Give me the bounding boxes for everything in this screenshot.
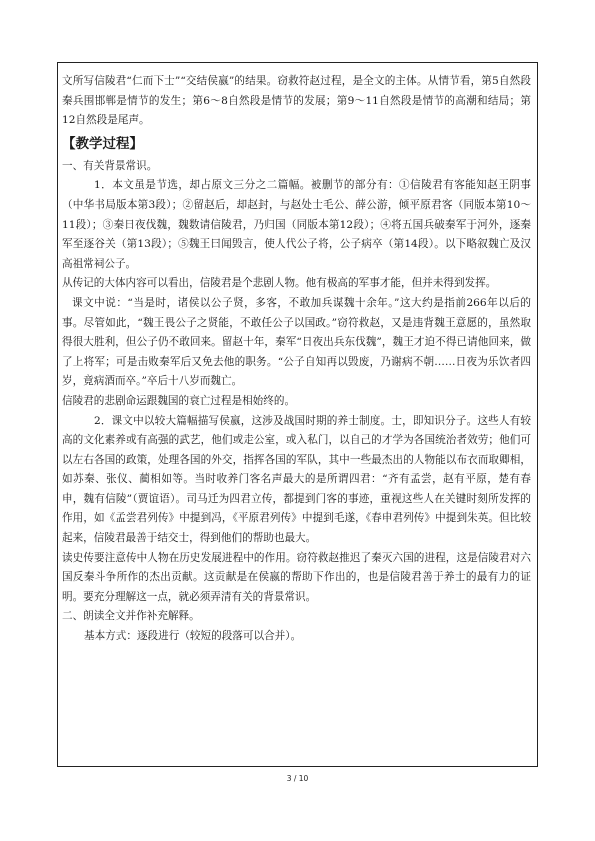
paragraph-basic-method: 基本方式：逐段进行（较短的段落可以合并）。 xyxy=(84,630,302,643)
subheading-background: 一、有关背景常识。 xyxy=(62,159,158,172)
paragraph-point-1: 1．本文虽是节选，却占原文三分之二篇幅。被删节的部分有：①信陵君有客能知赵王阴事（中华书局版本第3段）；②留赵后，却赵封，与赵处士毛公、薛公游，倾平原君客（同版本第10～11段）；③秦日夜伐魏，魏数请信陵君，乃归国（同版本第12段）；④将五国兵破秦军于河外，逐秦军至逐谷关（第13段）；⑤魏王曰闻毁言，使人代公子将，公子病卒（第14段）。以下略叙魏亡及汉高祖常祠公子。 xyxy=(62,179,531,270)
content-frame xyxy=(57,62,538,767)
paragraph-reading-history: 读史传要注意传中人物在历史发展进程中的作用。窃符救赵推迟了秦灭六国的进程，这是信陵君对六国反秦斗争所作的杰出贡献。这贡献是在侯嬴的帮助下作出的，也是信陵君善于养士的最有力的证明。要充分理解这一点，就必须弄清有关的背景常识。 xyxy=(62,551,531,603)
paragraph-point-2: 2．课文中以较大篇幅描写侯嬴，这涉及战国时期的养士制度。士，即知识分子。这些人有较高的文化素养或有高强的武艺，他们或走公室，或入私门，以自己的才学为各国统治者效劳；他们可以左右各国的政策，处理各国的外交，指挥各国的军队，其中一些最杰出的人物能以布衣而取卿相，如苏秦、张仪、蔺相如等。当时收养门客名声最大的是所谓四君：“齐有孟尝，赵有平原，楚有春申，魏有信陵”（贾谊语）。司马迁为四君立传，都提到门客的事迹，重视这些人在关键时刻所发挥的作用，如《孟尝君列传》中提到冯，《平原君列传》中提到毛遂，《春申君列传》中提到朱英。但比较起来，信陵君最善于结交士，得到他们的帮助也最大。 xyxy=(62,414,531,545)
page-number: 3 / 10 xyxy=(286,774,309,783)
paragraph-tragic-hero: 从传记的大体内容可以看出，信陵君是个悲剧人物。他有极高的军事才能，但并未得到发挥。 xyxy=(62,277,497,290)
paragraph-plot-summary: 文所写信陵君“仁而下士”“交结侯嬴”的结果。窃救符赵过程，是全文的主体。从情节看，第5自然段秦兵围邯郸是情节的发生；第6～8自然段是情节的发展；第9～11自然段是情节的高潮和结局；第12自然段是尾声。 xyxy=(62,75,531,127)
section-heading-teaching-process: 【教学过程】 xyxy=(62,135,143,152)
document-body xyxy=(62,72,531,647)
paragraph-fate: 信陵君的悲剧命运跟魏国的衰亡过程是相始终的。 xyxy=(62,394,296,407)
subheading-reading: 二、朗读全文并作补充解释。 xyxy=(62,610,200,623)
paragraph-text-quote: 课文中说：“当是时，诸侯以公子贤，多客，不敢加兵谋魏十余年。”这大约是指前266年以后的事。尽管如此，“魏王畏公子之贤能，不敢任公子以国政。”窃符救赵，又是违背魏王意愿的，虽然取得很大胜利，但公子仍不敢回来。留赵十年，秦军“日夜出兵东伐魏”，魏王才迫不得已请他回来，做了上将军；可是击败秦军后又免去他的职务。“公子自知再以毁废，乃谢病不朝……日夜为乐饮者四岁，竟病酒而卒。”卒后十八岁而魏亡。 xyxy=(62,296,531,388)
